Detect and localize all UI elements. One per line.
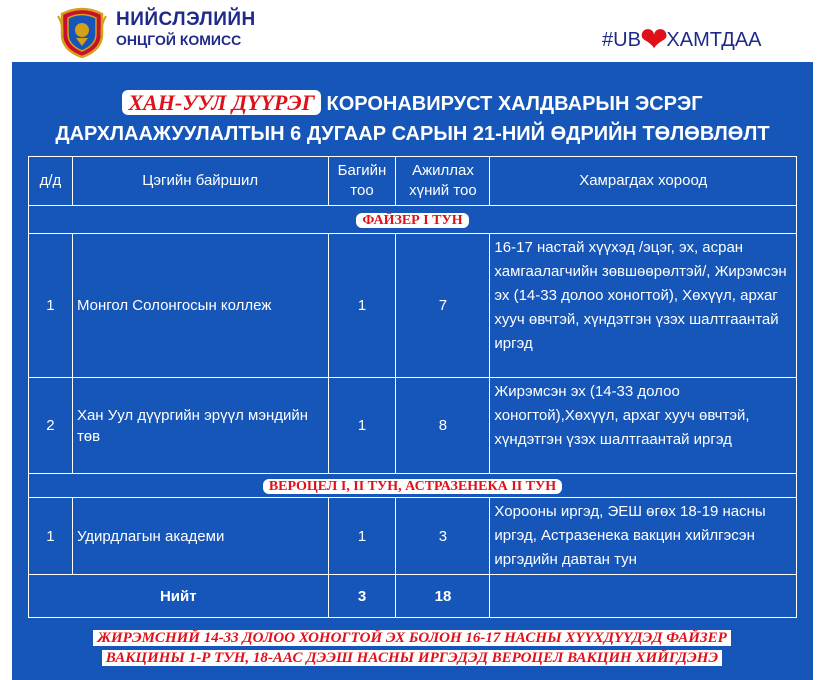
footer-note (82, 628, 742, 668)
row-teams: 1 (328, 378, 396, 474)
footer-line2: ВАКЦИНЫ 1-Р ТУН, 18-ААС ДЭЭШ НАСНЫ ИРГЭДЭД ВЕРОЦЕЛ ВАКЦИН ХИЙГДЭНЭ (82, 648, 742, 668)
header-teams (328, 157, 396, 206)
title-line1 (12, 88, 813, 119)
row-teams: 1 (328, 234, 396, 378)
row-workers: 8 (396, 378, 490, 474)
row-workers: 3 (396, 498, 490, 575)
vaccination-plan-table (28, 156, 797, 618)
page-title (12, 88, 813, 149)
heart-icon: ❤ (639, 21, 669, 59)
header-teams-line2: тоо (350, 182, 374, 199)
section-label-vero-astra: ВЕРОЦЕЛ I, II ТУН, АСТРАЗЕНЕКА II ТУН (263, 479, 562, 494)
title-line1-rest: КОРОНАВИРУСТ ХАЛДВАРЫН ЭСРЭГ (320, 93, 703, 115)
table-row (29, 234, 797, 378)
section-row-vero-astra (29, 474, 797, 498)
total-row (29, 575, 797, 618)
row-khoroo: Жирэмсэн эх (14-33 долоо хоногтой),Хөхүүл, архаг хууч өвчтэй, хүндэтгэн үзэх шалтгаантай иргэд (490, 378, 797, 474)
table-header-row (29, 157, 797, 206)
header-workers-line2: хүний тоо (409, 182, 477, 199)
row-num: 2 (29, 378, 73, 474)
table-row (29, 498, 797, 575)
header-num: д/д (29, 157, 73, 206)
row-num: 1 (29, 234, 73, 378)
org-name-line1: НИЙСЛЭЛИЙН (116, 9, 256, 30)
total-teams: 3 (328, 575, 396, 618)
page-header (0, 0, 825, 62)
section-label-pfizer: ФАЙЗЕР I ТУН (356, 213, 468, 228)
hashtag-prefix: #UB (602, 28, 641, 51)
org-name-line2: ОНЦГОЙ КОМИСС (116, 32, 242, 48)
title-line2: ДАРХЛААЖУУЛАЛТЫН 6 ДУГААР САРЫН 21-НИЙ ӨДРИЙН ТӨЛӨВЛӨЛТ (55, 123, 770, 145)
hashtag-logo (602, 18, 788, 62)
total-workers: 18 (396, 575, 490, 618)
row-num: 1 (29, 498, 73, 575)
row-location: Удирдлагын академи (72, 498, 328, 575)
header-location: Цэгийн байршил (72, 157, 328, 206)
organization-name (116, 10, 256, 50)
city-emblem-icon (54, 4, 110, 58)
total-empty (490, 575, 797, 618)
row-location: Монгол Солонгосын коллеж (72, 234, 328, 378)
district-highlight: ХАН-УУЛ ДҮҮРЭГ (122, 90, 321, 115)
hashtag-suffix: ХАМТДАА (666, 28, 762, 51)
row-teams: 1 (328, 498, 396, 575)
footer-line1: ЖИРЭМСНИЙ 14-33 ДОЛОО ХОНОГТОЙ ЭХ БОЛОН 16-17 НАСНЫ ХҮҮХДҮҮДЭД ФАЙЗЕР (82, 628, 742, 648)
section-row-pfizer (29, 206, 797, 234)
header-khoroo: Хамрагдах хороод (490, 157, 797, 206)
header-workers (396, 157, 490, 206)
total-label: Нийт (29, 575, 329, 618)
row-workers: 7 (396, 234, 490, 378)
row-khoroo: Хорооны иргэд, ЭЕШ өгөх 18-19 насны иргэд, Астразенека вакцин хийлгэсэн иргэдийн давтан тун (490, 498, 797, 575)
row-location: Хан Уул дүүргийн эрүүл мэндийн төв (72, 378, 328, 474)
table-row (29, 378, 797, 474)
header-teams-line1: Багийн (337, 162, 387, 179)
row-khoroo: 16-17 настай хүүхэд /эцэг, эх, асран хамгаалагчийн зөвшөөрөлтэй/, Жирэмсэн эх (14-33 долоо хоногтой), Хөхүүл, архаг хууч өвчтэй, хүндэтгэн үзэх шалтгаантай иргэд (490, 234, 797, 378)
header-workers-line1: Ажиллах (412, 162, 474, 179)
